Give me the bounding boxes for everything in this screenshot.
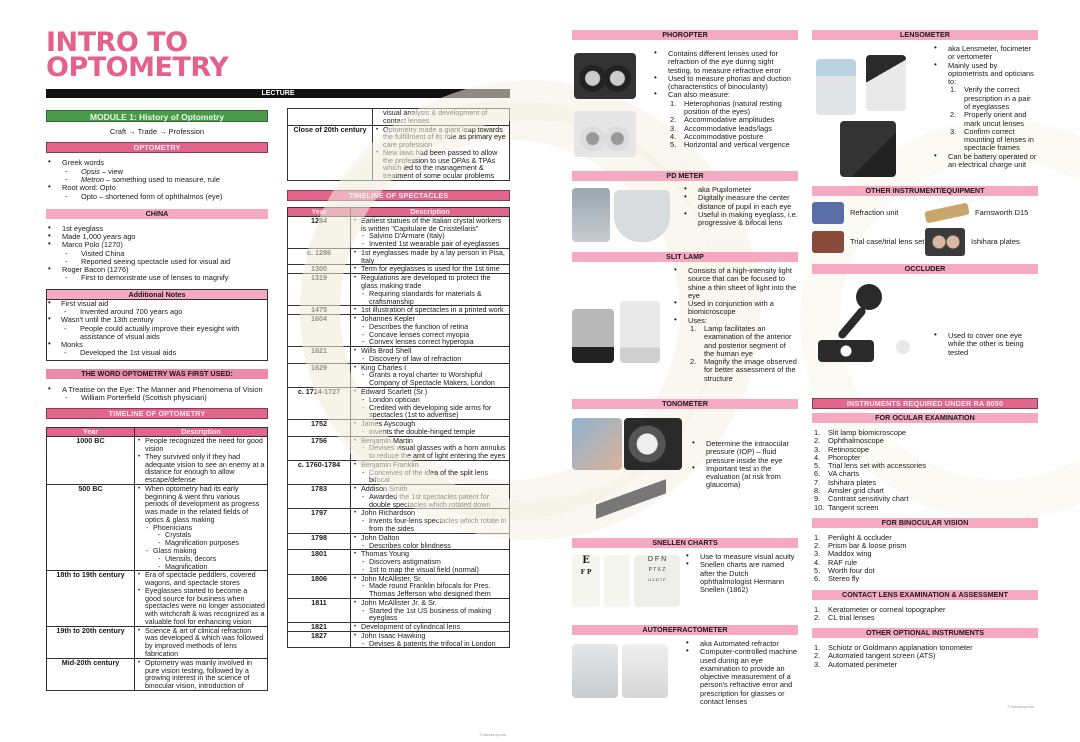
list-item: 4. RAF rule — [814, 557, 858, 567]
other-equipment-grid — [812, 202, 1038, 256]
refraction-unit-image — [812, 202, 844, 224]
timeline-optometry-header: TIMELINE OF OPTOMETRY — [46, 408, 268, 419]
list-item: 4. Phoropter — [814, 452, 861, 462]
table-row: Close of 20th century • Optometry made a giant leap towards the fulfillment of its role as primary eye care profession • New laws had been passed to allow the profession to use DPAs & TPAs which led to the management & treatment of some ocular problems — [288, 125, 510, 180]
list-subitem: - Visited China — [62, 250, 268, 258]
occluder-header: OCCLUDER — [812, 264, 1038, 274]
timeline-optometry-continued-table — [287, 108, 510, 181]
optional-instruments-list — [812, 644, 1038, 669]
list-item: 10. Tangent screen — [814, 502, 879, 512]
equipment-item: Refraction unit — [812, 202, 925, 224]
lensometer-image — [812, 45, 932, 181]
list-item: 3. Automated perimeter — [814, 659, 898, 669]
phoropter-image — [572, 45, 652, 165]
table-row: 1300 • Term for eyeglasses is used for the 1st time — [288, 265, 510, 274]
list-item: 6. VA charts — [814, 469, 860, 479]
list-item: • Can be battery operated or an electrical charge unit — [932, 153, 1038, 170]
snellen-chart-image: E F P D F N P T X Z U Z D T F — [572, 553, 684, 619]
list-item: • Made 1,000 years ago — [46, 233, 268, 241]
table-row: 19th to 20th century • Science & art of clinical refraction was developed & which was followed by improved methods of lens fabrication — [47, 626, 268, 658]
list-subitem: - Opto – shortened form of ophthalmos (eye) — [62, 193, 268, 201]
column-instruments-2 — [812, 30, 1038, 709]
pd-meter-image — [572, 186, 682, 246]
list-item: 1. Schiotz or Goldmann applanation tonometer — [814, 643, 973, 653]
binocular-vision-header: FOR BINOCULAR VISION — [812, 518, 1038, 528]
additional-notes-header: Additional Notes — [46, 289, 268, 299]
phoropter-section — [572, 45, 798, 165]
list-item: • Monks - Developed the 1st visual aids — [47, 341, 265, 358]
column-header-year: Year — [288, 207, 351, 216]
list-subitem: - People could actually improve their eyesight with assistance of visual aids — [61, 325, 265, 342]
list-subitem: - Invented around 700 years ago — [61, 308, 265, 316]
list-item: • Used to measure phorias and duction (characteristics of binocularity) — [652, 75, 798, 92]
list-item: 3. Maddox wing — [814, 549, 872, 559]
autorefractometer-image — [572, 640, 684, 706]
progression-text: Craft → Trade → Profession — [109, 127, 205, 136]
list-subitem: - Opsis – view — [62, 168, 268, 176]
table-row: 1000 BC • People recognized the need for good vision • They survived only if they had adequate vision to see an enemy at a distance for enough to allow escape/defense — [47, 437, 268, 485]
table-row: 1798 • John Dalton - Describes color blindness — [288, 533, 510, 550]
column-left — [46, 110, 268, 691]
table-row: 1821 • Development of cylindrical lens — [288, 623, 510, 632]
table-row: 1621 • Wills Brod Shell - Discovery of law of refraction — [288, 347, 510, 364]
tonometer-header: TONOMETER — [572, 399, 798, 409]
list-item: 3. Retinoscope — [814, 444, 870, 454]
table-row: 500 BC • When optometry had its early beginning & went thru various periods of development as progress was made in the related fields of optics & glass making - Phoenicians - Crystals - Magnification purposes - Glass making - Utensils, decors - Magnification — [47, 484, 268, 570]
list-item: • Greek words - Opsis – view - Metron – something used to measure, rule — [46, 159, 268, 184]
lecture-section-bar: LECTURE — [46, 89, 510, 98]
autorefractometer-header: AUTOREFRACTOMETER — [572, 625, 798, 635]
list-item: 2. Automated tangent screen (ATS) — [814, 651, 936, 661]
list-subitem: - First to demonstrate use of lenses to magnify — [62, 274, 268, 282]
list-item: • Use to measure visual acuity — [684, 553, 798, 561]
slit-lamp-image — [572, 267, 672, 393]
optional-instruments-header: OTHER OPTIONAL INSTRUMENTS — [812, 628, 1038, 638]
list-item: 2. Ophthalmoscope — [814, 436, 884, 446]
table-row: 1806 • John McAllister, Sr. - Made round Franklin bifocals for Pres. Thomas Jefferson who designed them — [288, 574, 510, 598]
module-header: MODULE 1: History of Optometry — [46, 110, 268, 122]
autorefractometer-section — [572, 640, 798, 706]
occluder-section — [812, 274, 1038, 386]
list-item: • Digitally measure the center distance of pupil in each eye — [682, 194, 798, 211]
table-row: 1475 • 1st illustration of spectacles in a printed work — [288, 306, 510, 315]
pd-meter-header: PD METER — [572, 171, 798, 181]
timeline-spectacles-header: TIMELINE OF SPECTACLES — [287, 190, 510, 201]
list-item: • Can also measure: 1. Heterophorias (natural resting position of the eyes) 2. Accommodative amplitudes 3. Accommodative leads/lags 4. Accommodative posture 5. Horizontal and vertical vergence — [652, 91, 798, 149]
phoropter-header: PHOROPTER — [572, 30, 798, 40]
column-header-year: Year — [47, 428, 135, 437]
list-item: 1. Keratometer or corneal topographer — [814, 604, 946, 614]
tonometer-section — [572, 414, 798, 532]
title-line-1: INTRO TO — [46, 27, 188, 58]
equipment-item: Trial case/trial lens set — [812, 228, 925, 256]
china-header: CHINA — [46, 209, 268, 219]
list-item: • Determine the intraocular pressure (IOP) – fluid pressure inside the eye — [690, 440, 798, 465]
snellen-header: SNELLEN CHARTS — [572, 538, 798, 548]
list-item: • Contains different lenses used for refraction of the eye during sight testing, to measure refractive error — [652, 50, 798, 75]
first-used-list — [46, 386, 268, 403]
lensometer-header: LENSOMETER — [812, 30, 1038, 40]
list-item: 2. CL trial lenses — [814, 612, 875, 622]
contact-lens-header: CONTACT LENS EXAMINATION & ASSESSMENT — [812, 590, 1038, 600]
column-header-description: Description — [135, 428, 268, 437]
table-row: 1801 • Thomas Young - Discovers astigmatism - 1st to map the visual field (normal) — [288, 550, 510, 574]
list-subitem: - Reported seeing spectacle used for visual aid — [62, 258, 268, 266]
table-row: 1752 • James Ayscough - Invents the double-hinged temple — [288, 420, 510, 437]
list-subitem: - Metron – something used to measure, rule — [62, 176, 268, 184]
optometry-header: OPTOMETRY — [46, 142, 268, 153]
ishihara-plates-image — [925, 228, 965, 256]
list-item: 7. Ishihara plates — [814, 477, 877, 487]
contact-lens-list — [812, 606, 1038, 623]
title-line-2: OPTOMETRY — [46, 52, 229, 83]
list-item: 1. Slit lamp biomicroscope — [814, 428, 907, 437]
table-row: 1797 • John Richardson - Invents four-lens spectacles which rotate in from the sides — [288, 509, 510, 533]
table-row: 1319 • Regulations are developed to protect the glass making trade - Requiring standards for materials & craftsmanship — [288, 274, 510, 306]
ocular-exam-header: FOR OCULAR EXAMINATION — [812, 413, 1038, 423]
list-item: • First visual aid - Invented around 700 years ago — [47, 300, 265, 317]
slit-lamp-section — [572, 267, 798, 393]
list-item: • aka Pupilometer — [682, 186, 798, 194]
table-row: 1629 • King Charles I - Grants a royal charter to Worshipful Company of Spectacle Makers, London — [288, 363, 510, 387]
ocular-exam-list — [812, 429, 1038, 512]
additional-notes-box — [46, 299, 268, 361]
timeline-optometry-table — [46, 427, 268, 691]
list-item: 9. Contrast sensitivity chart — [814, 494, 909, 504]
ra8050-header: INSTRUMENTS REQUIRED UNDER RA 8050 — [812, 398, 1038, 409]
list-item: 5. Worth four dot — [814, 565, 875, 575]
farnsworth-d15-image — [924, 203, 970, 224]
other-equipment-header: OTHER INSTRUMENT/EQUIPMENT — [812, 186, 1038, 196]
snellen-section — [572, 553, 798, 619]
list-item: • Wasn't until the 13th century - People could actually improve their eyesight with assistance of visual aids — [47, 316, 265, 341]
list-item: • Important test in the evaluation (at risk from glaucoma) — [690, 465, 798, 490]
list-item: • Roger Bacon (1276) - First to demonstrate use of lenses to magnify — [46, 266, 268, 283]
trial-case-image — [812, 231, 844, 253]
equipment-item: Farnsworth D15 — [925, 202, 1038, 224]
table-row: 1284 • Earliest statues of the Italian crystal workers is written "Capitulare de Crisstellaris" - Salvino D'Armare (Italy) - Invented 1st wearable pair of eyeglasses — [288, 216, 510, 248]
list-item: 1. Penlight & occluder — [814, 532, 892, 542]
table-row: 18th to 19th century • Era of spectacle peddlers, covered wagons, and spectacle stores • Eyeglasses started to become a good source for business when spectacles were no longer associated with witchcraft & was recognized as a valuable fool for enhancing vision — [47, 571, 268, 626]
list-item: • Uses: 1. Lamp facilitates an examination of the anterior and posterior segment of the human eye 2. Magnify the image observed for better assessment of the structure — [672, 317, 798, 383]
table-row: visual analysis & development of contact lenses — [288, 109, 510, 126]
list-item: • Used to cover one eye while the other is being tested — [932, 332, 1038, 357]
column-instruments-1 — [572, 30, 798, 712]
table-row: 1811 • John McAllister Jr. & Sr. - Started the 1st US business of making eyeglass — [288, 598, 510, 622]
list-item: • Mainly used by optometrists and opticians to: 1. Verify the correct prescription in a pair of eyeglasses 2. Properly orient and mark uncut lenses 3. Confirm correct mounting of lenses in spectacle frames — [932, 62, 1038, 153]
table-row: c. 1760-1784 • Benjamin Franklin - Conceives of the idea of the split lens bifocal — [288, 460, 510, 484]
list-item: • Root word: Opto - Opto – shortened form of ophthalmos (eye) — [46, 184, 268, 201]
list-item: • Computer-controlled machine used during an eye examination to provide an objective measurement of a person's refractive error and prescription for glasses or contact lenses — [684, 648, 798, 706]
china-list — [46, 225, 268, 283]
list-item: 2. Prism bar & loose prism — [814, 541, 907, 551]
table-row: c. 1714-1727 • Edward Scarlett (Sr.) - London optician - Credited with developing side arms for spectacles (1st to advertise) — [288, 387, 510, 419]
list-subitem: - William Porterfield (Scottish physician) — [62, 394, 268, 402]
list-item: 6. Stereo fly — [814, 574, 860, 584]
list-item: 8. Amsler grid chart — [814, 485, 884, 495]
list-item: • A Treatise on the Eye: The Manner and Phenomena of Vision - William Porterfield (Scottish physician) — [46, 386, 268, 403]
pd-meter-section — [572, 186, 798, 246]
table-row: 1827 • John Isaac Hawking - Devises & patents the trifocal in London — [288, 631, 510, 648]
list-subitem: - Developed the 1st visual aids — [61, 349, 265, 357]
list-item: • Useful in making eyeglass, i.e. progressive & bifocal lens — [682, 211, 798, 228]
list-item: • Marco Polo (1270) - Visited China - Reported seeing spectacle used for visual aid — [46, 241, 268, 266]
list-item: • Consists of a high-intensity light source that can be focused to shine a thin sheet of light into the eye — [672, 267, 798, 300]
footer-credit: © transes by bea — [479, 733, 506, 737]
list-item: • Used in conjunction with a biomicroscope — [672, 300, 798, 317]
list-item: • aka Automated refractor — [684, 640, 798, 648]
binocular-vision-list — [812, 534, 1038, 584]
table-row: 1756 • Benjamin Martin - Devises visual glasses with a horn annulus to reduce the amt of light entering the eyes — [288, 436, 510, 460]
first-used-header: THE WORD OPTOMETRY WAS FIRST USED: — [46, 369, 268, 379]
lensometer-section — [812, 45, 1038, 181]
table-row: Mid-20th century • Optometry was mainly involved in pure vision testing, followed by a growing interest in the science of binocular vision, introduction of — [47, 658, 268, 690]
table-row: 1783 • Addison Smith - Awarded the 1st spectacles patent for double spectacles which rotated down — [288, 485, 510, 509]
column-right — [287, 108, 510, 737]
list-item: • 1st eyeglass — [46, 225, 268, 233]
tonometer-image — [572, 414, 690, 532]
equipment-item: Ishihara plates — [925, 228, 1038, 256]
occluder-image — [812, 274, 932, 386]
footer-credit: © transes by bea — [1007, 705, 1034, 709]
optometry-list — [46, 159, 268, 200]
column-header-description: Description — [351, 207, 510, 216]
slit-lamp-header: SLIT LAMP — [572, 252, 798, 262]
list-item: • Snellen charts are named after the Dutch ophthalmologist Hermann Snellen (1862) — [684, 561, 798, 594]
table-row: c. 1286 • 1st eyeglasses made by a lay person in Pisa, Italy — [288, 248, 510, 265]
list-item: 5. Trial lens set with accessories — [814, 461, 926, 471]
timeline-spectacles-table — [287, 207, 510, 649]
list-item: • aka Lensmeter, focimeter or vertometer — [932, 45, 1038, 62]
page-title — [46, 27, 229, 83]
table-row: 1604 • Johannes Kepler - Describes the function of retina - Concave lenses correct myopia - Convex lenses correct hyperopia — [288, 315, 510, 347]
